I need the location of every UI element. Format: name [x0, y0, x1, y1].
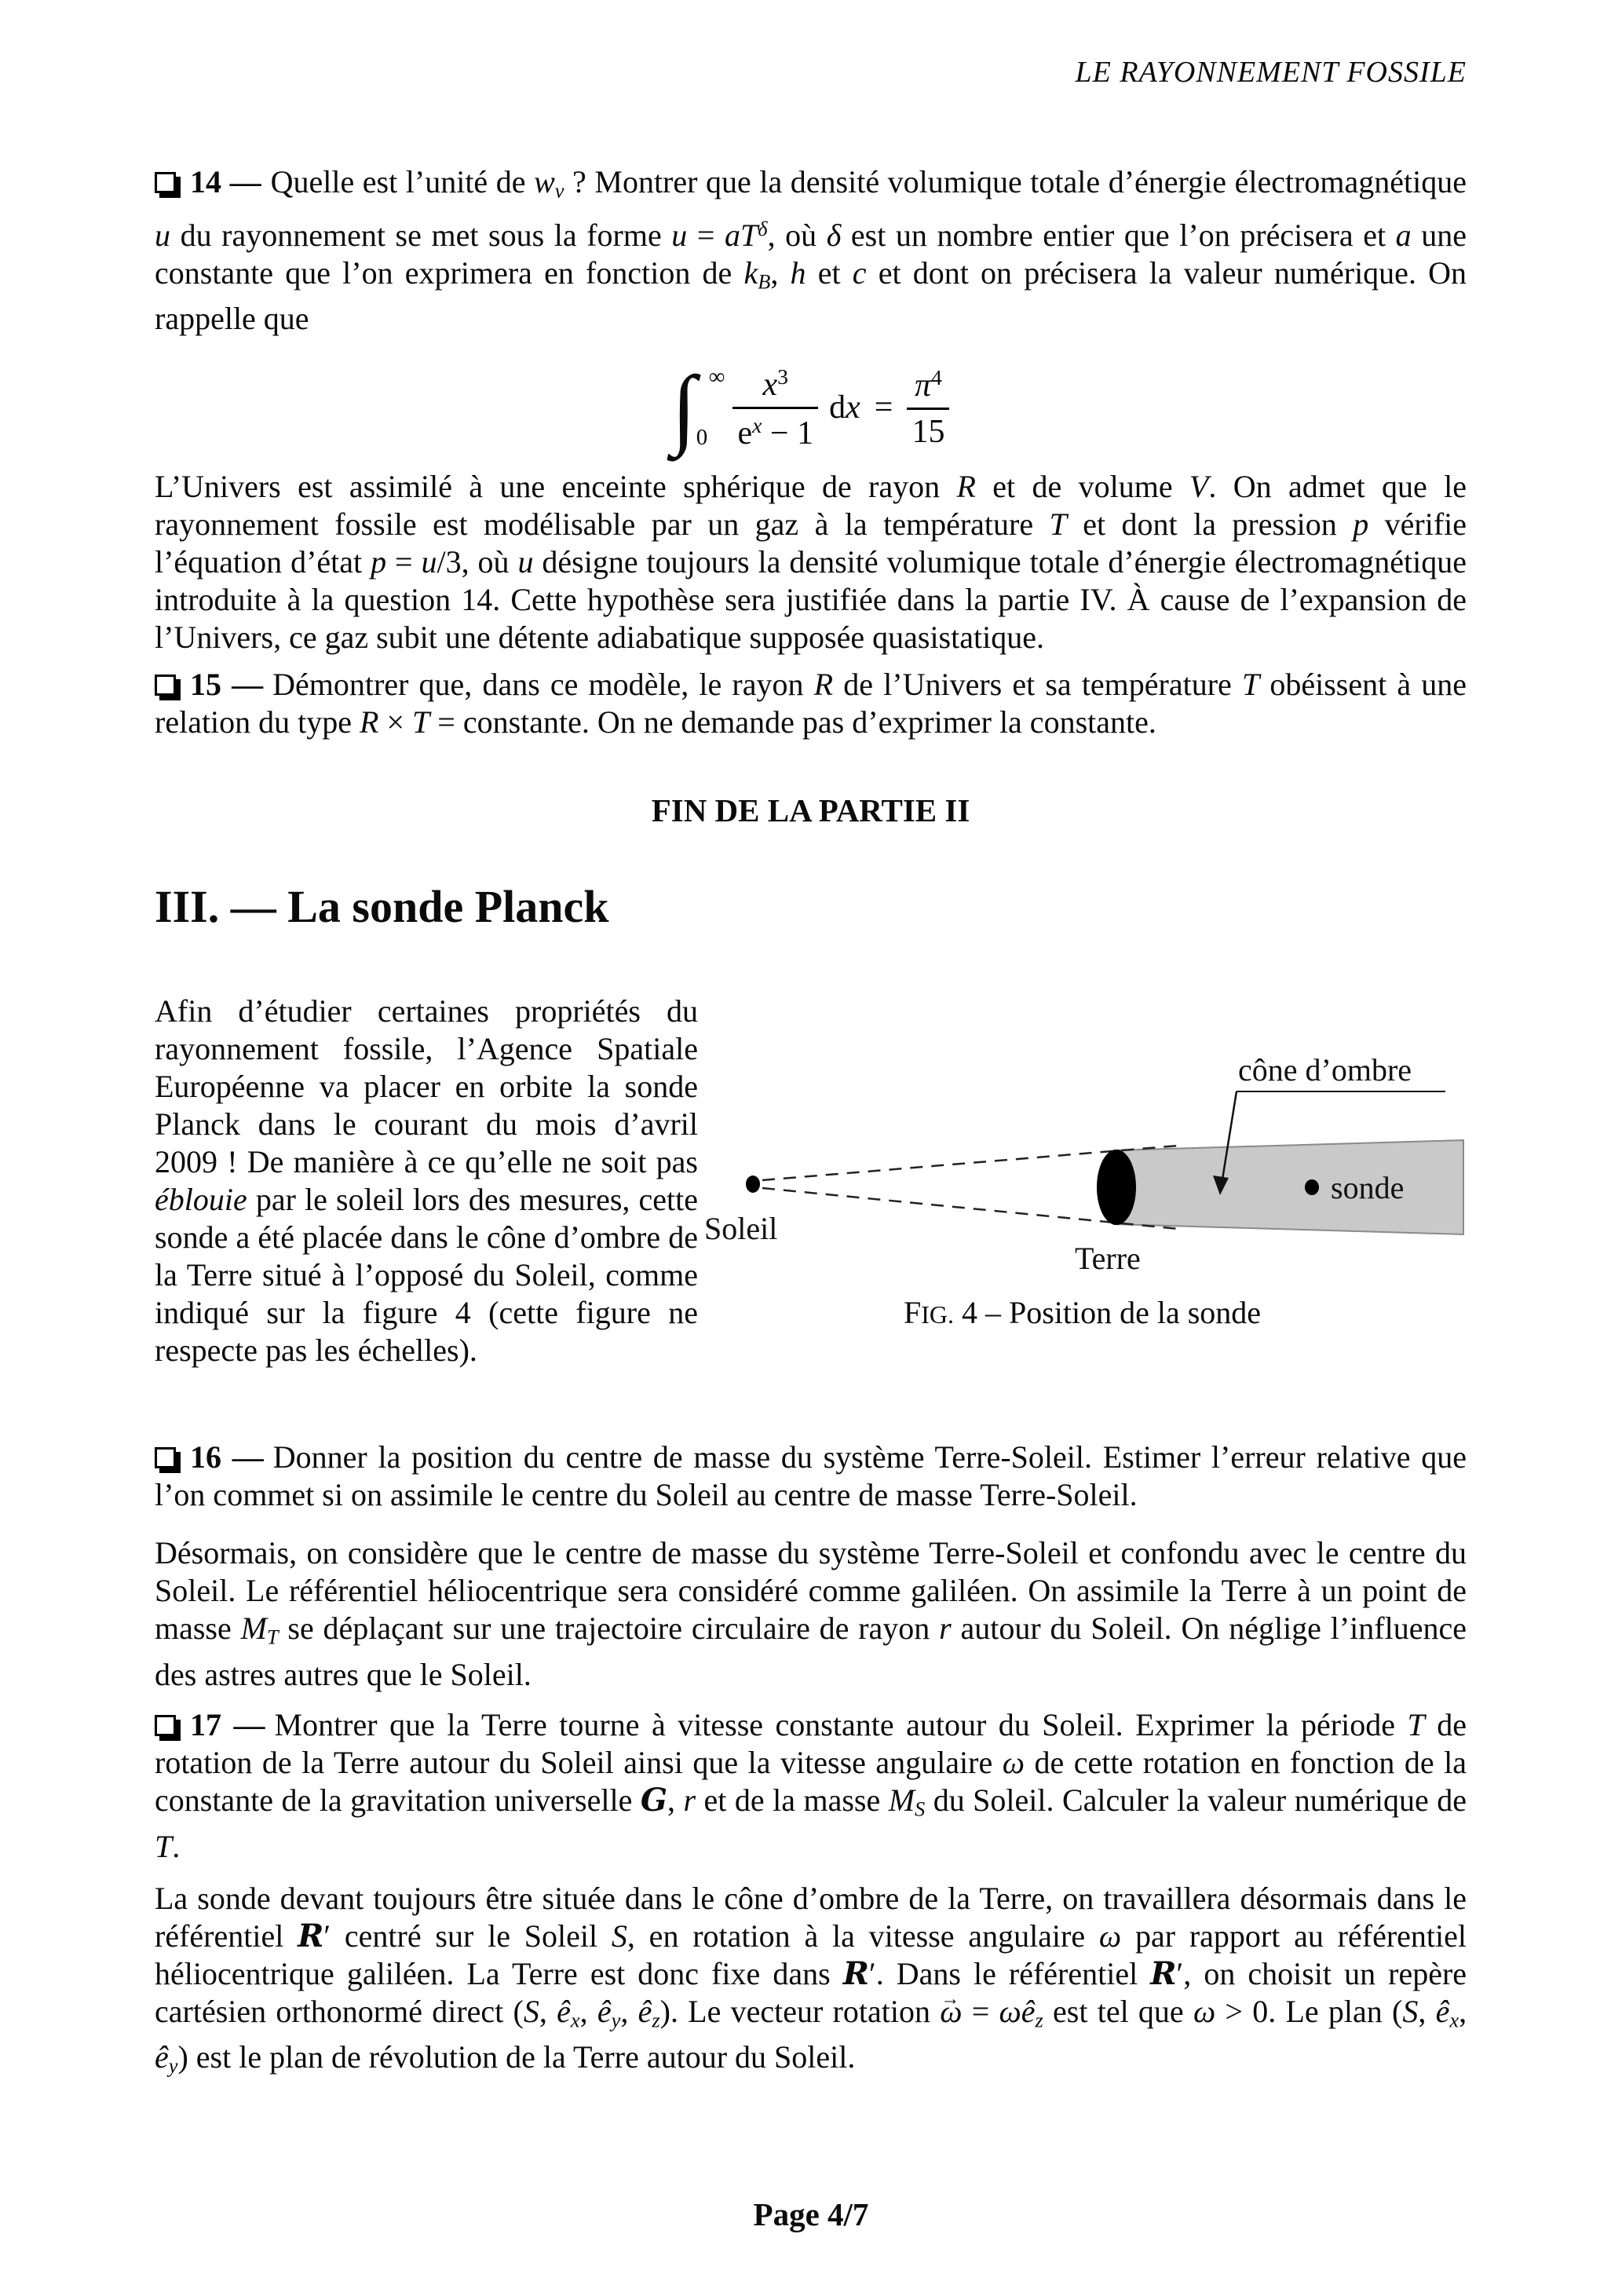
figure-4-caption: FIG. 4 – Position de la sonde: [903, 1295, 1262, 1331]
question-number: 14 —: [190, 164, 261, 199]
question-15-text: Démontrer que, dans ce modèle, le rayon R de l’Univers et sa température T obéissent à une relation du type R × T = constante. On ne demande pas d’exprimer la constante.: [155, 667, 1467, 740]
question-16-text: Donner la position du centre de masse du système Terre-Soleil. Estimer l’erreur relative que l’on commet si on assimile le centre du Soleil au centre de masse Terre-Soleil.: [155, 1439, 1467, 1513]
upper-limit: ∞: [708, 364, 725, 390]
cone-label: cône d’ombre: [1238, 1052, 1412, 1088]
question-15: [155, 666, 1467, 741]
integral-sign: ∫: [671, 356, 696, 457]
lower-limit: 0: [696, 425, 708, 451]
integral-formula: [155, 356, 1467, 457]
paragraph-univers: L’Univers est assimilé à une enceinte sphérique de rayon R et de volume V. On admet que le rayonnement fossile est modélisable par un gaz à la température T et dont la pression p vérifie l’équation d’état p = u/3, où u désigne toujours la densité volumique totale d’énergie électromagnétique introduite à la question 14. Cette hypothèse sera justifiée dans la partie IV. À cause de l’expansion de l’Univers, ce gaz subit une détente adiabatique supposée quasistatique.: [155, 469, 1467, 656]
page-number: Page 4/7: [753, 2196, 869, 2232]
earth-shape: [1097, 1150, 1136, 1225]
question-number: 17 —: [190, 1706, 265, 1742]
question-square-icon: [155, 1447, 176, 1468]
figure-4-diagram: [698, 1036, 1465, 1289]
question-17-text: Montrer que la Terre tourne à vitesse constante autour du Soleil. Exprimer la période T de rotation de la Terre autour du Soleil ainsi que la vitesse angulaire ω de cette rotation en fonction de la constante de la gravitation universelle G, r et de la masse $M_S$ du Soleil. Calculer la valeur numérique de T.: [155, 1706, 1467, 1864]
sun-dot: [746, 1175, 760, 1193]
text-and-figure-row: [155, 993, 1467, 1369]
figure-4: [698, 993, 1467, 1369]
question-17: [155, 1706, 1467, 1866]
page-header-title: LE RAYONNEMENT FOSSILE: [1075, 56, 1467, 89]
shadow-cone-shape: [1114, 1140, 1463, 1234]
probe-label: sonde: [1331, 1170, 1405, 1206]
question-16: [155, 1439, 1467, 1514]
probe-dot: [1305, 1179, 1319, 1195]
integrand-fraction: $\frac{x^3}{e^x - 1}$: [732, 366, 818, 450]
sun-label: Soleil: [704, 1211, 778, 1247]
differential: dx: [829, 389, 860, 426]
question-square-icon: [155, 675, 176, 696]
section-3-title: III. — La sonde Planck: [155, 881, 609, 933]
question-number: 16 —: [190, 1439, 264, 1475]
result-fraction: $\frac{\pi^4}{15}$: [907, 367, 949, 448]
paragraph-sonde-intro: Afin d’étudier certaines propriétés du rayonnement fossile, l’Agence Spatiale Européenne va placer en orbite la sonde Planck dans le courant du mois d’avril 2009 ! De manière à ce qu’elle ne soit pas éblouie par le soleil lors des mesures, cette sonde a été placée dans le cône d’ombre de la Terre situé à l’opposé du Soleil, comme indiqué sur la figure 4 (cette figure ne respecte pas les échelles).: [155, 993, 698, 1369]
end-of-part-heading: FIN DE LA PARTIE II: [651, 792, 970, 829]
question-square-icon: [155, 172, 176, 193]
question-14: [155, 163, 1467, 338]
question-number: 15 —: [190, 667, 264, 703]
paragraph-referentiel: La sonde devant toujours être située dans le cône d’ombre de la Terre, on travaillera désormais dans le référentiel R′ centré sur le Soleil S, en rotation à la vitesse angulaire ω par rapport au référentiel héliocentrique galiléen. La Terre est donc fixe dans R′. Dans le référentiel R′, on choisit un repère cartésien orthonormé direct (S, $ê_x$, $ê_y$, $ê_z$). Le vecteur rotation ω → = $\omega ê_z$ est tel que ω > 0. Le plan (S, $ê_x$, $ê_y$) est le plan de révolution de la Terre autour du Soleil.: [155, 1880, 1467, 2085]
paragraph-desormais: Désormais, on considère que le centre de masse du système Terre-Soleil et confondu avec le centre du Soleil. Le référentiel héliocentrique sera considéré comme galiléen. On assimile la Terre à un point de masse $M_T$ se déplaçant sur une trajectoire circulaire de rayon r autour du Soleil. On néglige l’influence des astres autres que le Soleil.: [155, 1535, 1467, 1692]
integral-limits: [698, 366, 725, 449]
question-14-text: Quelle est l’unité de $w_\nu$ ? Montrer que la densité volumique totale d’énergie électromagnétique u du rayonnement se met sous la forme $u = aT^\delta$, où δ est un nombre entier que l’on précisera et a une constante que l’on exprimera en fonction de $k_B$, h et c et dont on précisera la valeur numérique. On rappelle que: [155, 164, 1467, 337]
earth-label: Terre: [1075, 1241, 1141, 1277]
equals-sign: =: [874, 389, 893, 426]
question-square-icon: [155, 1715, 176, 1736]
